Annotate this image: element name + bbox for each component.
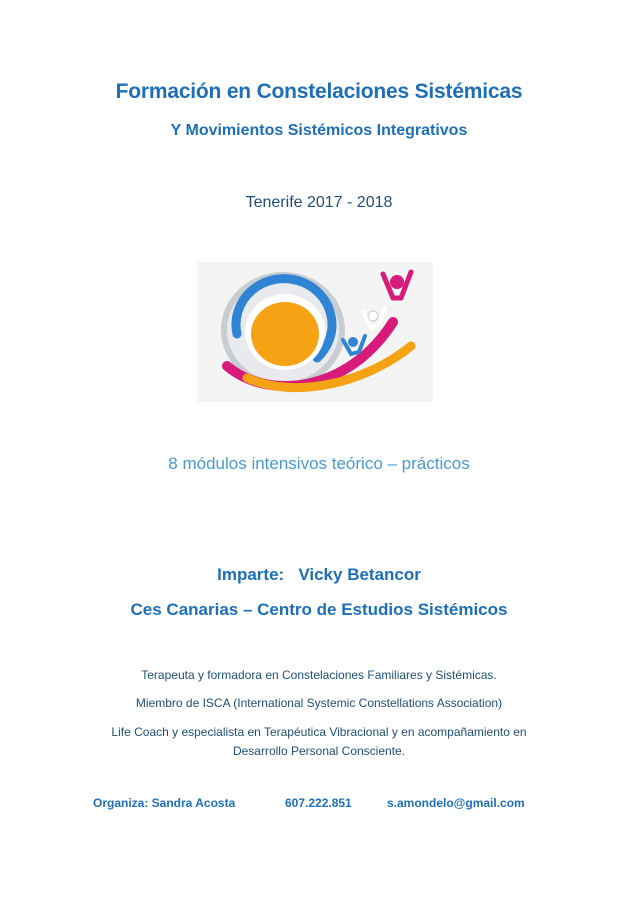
bio-line: Terapeuta y formadora en Constelaciones Familiares y Sistémicas.	[141, 668, 497, 682]
circular-swirl-figures-logo-icon	[197, 262, 433, 402]
organization-name: Ces Canarias – Centro de Estudios Sistémicos	[130, 600, 508, 619]
email-address: s.amondelo@gmail.com	[387, 796, 525, 810]
bio-line: Life Coach y especialista en Terapéutica Vibracional y en acompañamiento en	[111, 725, 527, 739]
magenta-figure-head	[390, 275, 404, 289]
logo-image	[197, 262, 433, 402]
bio-line: Miembro de ISCA (International Systemic Constellations Association)	[135, 696, 503, 710]
orange-disc-shape	[251, 302, 319, 366]
modules-description: 8 módulos intensivos teórico – prácticos	[168, 454, 470, 473]
document-subtitle: Y Movimientos Sistémicos Integrativos	[170, 122, 468, 139]
document-title: Formación en Constelaciones Sistémicas	[115, 80, 523, 103]
white-figure-head	[368, 311, 378, 321]
bio-line: Desarrollo Personal Consciente.	[232, 744, 406, 758]
organizer-name: Organiza: Sandra Acosta	[93, 796, 236, 810]
instructor-line: Imparte: Vicky Betancor	[217, 565, 421, 584]
location-dates: Tenerife 2017 - 2018	[245, 194, 393, 211]
blue-figure-head	[348, 337, 358, 347]
phone-number: 607.222.851	[285, 796, 352, 810]
